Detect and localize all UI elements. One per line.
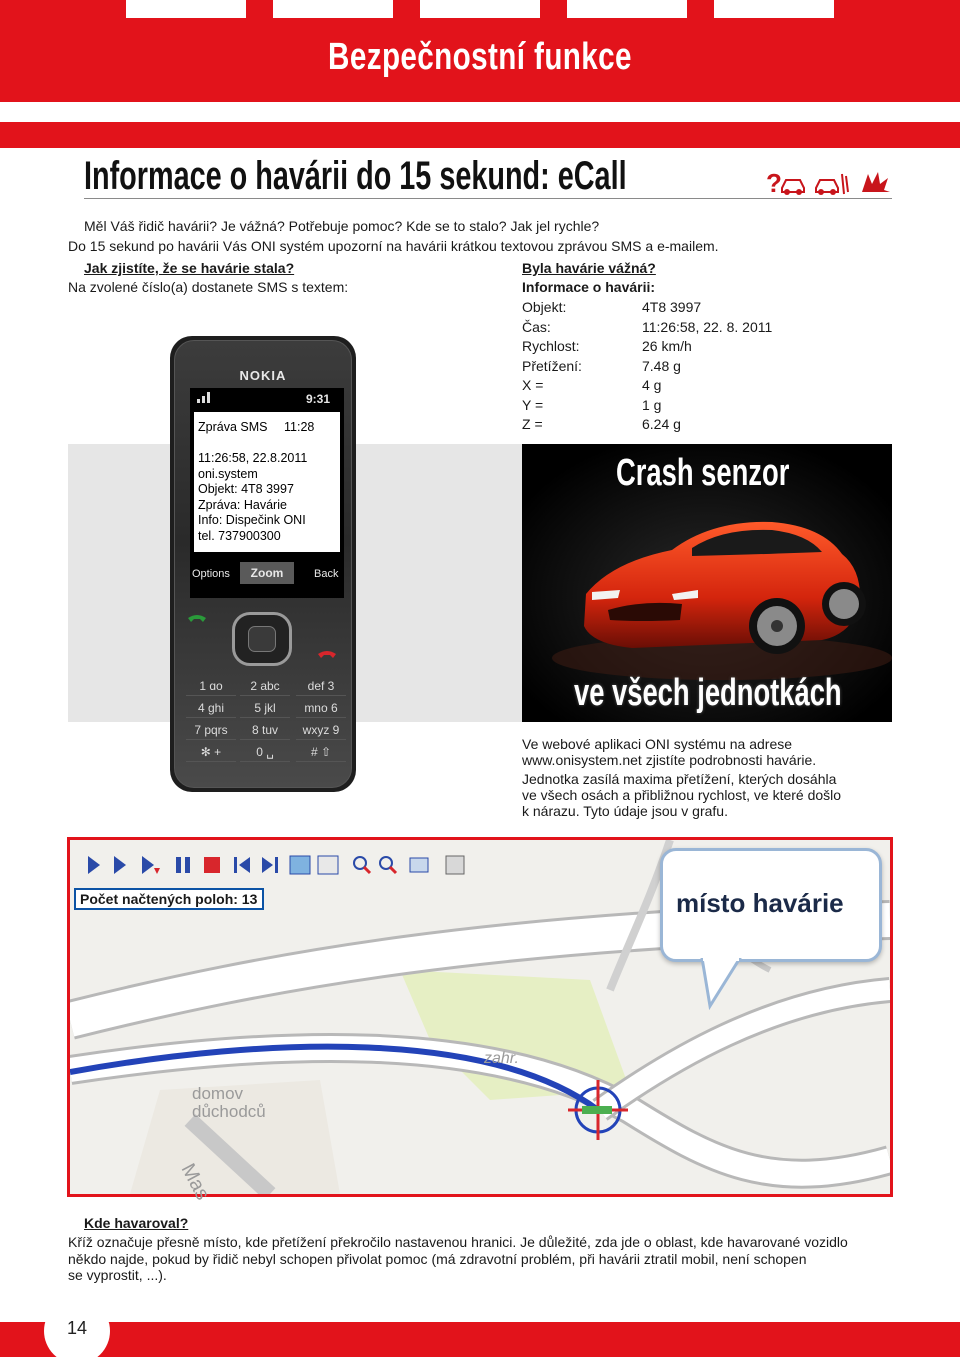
question-car-icon	[766, 168, 804, 196]
header-tab	[273, 0, 393, 18]
car-title: Crash senzor	[616, 452, 790, 494]
map-label-zahr: zahr.	[484, 1050, 519, 1067]
positions-count: Počet načtených poloh: 13	[74, 888, 264, 910]
callout-tail	[700, 958, 750, 1010]
info-row-value: 11:26:58, 22. 8. 2011	[642, 318, 773, 335]
header-sub-band	[0, 122, 960, 148]
info-row-label: X =	[522, 377, 544, 393]
keypad-key[interactable]: 1 ɑo	[186, 676, 236, 696]
zoom-out-icon	[380, 857, 396, 873]
intro-line-1: Měl Váš řidič havárii? Je vážná? Potřebuje pomoc? Kde se to stalo? Jak jel rychle?	[84, 218, 600, 234]
crash-icons	[764, 168, 894, 196]
bottom-line-3: se vyprostit, ...).	[68, 1267, 167, 1283]
web-text-line-2: www.onisystem.net zjistíte podrobnosti havárie.	[522, 752, 817, 768]
signal-icon	[196, 390, 212, 404]
keypad-key[interactable]: ✻ +	[186, 742, 236, 762]
header-tab	[567, 0, 687, 18]
sms-line: Info: Dispečink ONI	[198, 513, 306, 527]
info-row-label: Y =	[522, 396, 544, 413]
step-icon	[142, 856, 160, 874]
right-question: Byla havárie vážná?	[522, 260, 656, 276]
map-label-duchodcu: důchodců	[192, 1102, 266, 1121]
bottom-question: Kde havaroval?	[84, 1215, 189, 1231]
keypad-key[interactable]: # ⇧	[296, 742, 346, 762]
navigation-select-key[interactable]	[248, 626, 276, 652]
bottom-line-1: Kříž označuje přesně místo, kde přetížení překročilo nastavenou hranici. Je důležité, zda jde o oblast, kde havarované vozidlo	[68, 1234, 848, 1250]
sms-line: tel. 737900300	[198, 528, 281, 543]
svg-text:?: ?	[766, 168, 782, 196]
web-text-line-3: Jednotka zasílá maxima přetížení, kterých dosáhla	[522, 771, 837, 787]
next-icon	[114, 856, 126, 874]
softkey-zoom[interactable]: Zoom	[240, 562, 294, 584]
print-icon	[446, 856, 464, 874]
car-impact-icon	[816, 174, 848, 195]
crash-burst-icon	[862, 172, 890, 192]
intro-line-2: Do 15 sekund po havárii Vás ONI systém upozorní na havárii krátkou textovou zprávou SMS a e-mailem.	[68, 238, 719, 254]
info-row-label: Objekt:	[522, 299, 567, 315]
info-row-value: 4T8 3997	[642, 299, 702, 315]
info-row-value: 1 g	[642, 396, 662, 413]
keypad-key[interactable]: 2 abc	[240, 676, 290, 696]
end-call-icon[interactable]	[316, 648, 338, 662]
info-row-value: 6.24 g	[642, 416, 681, 432]
keypad-key[interactable]: 8 tuv	[240, 720, 290, 740]
keypad-key[interactable]: mno 6	[296, 698, 346, 718]
sms-line: oni.system	[198, 466, 258, 481]
car-subtitle: ve všech jednotkách	[574, 672, 842, 714]
info-row-value: 7.48 g	[642, 357, 681, 374]
header-tab	[714, 0, 834, 18]
softkeys	[190, 560, 344, 588]
footer-band	[0, 1322, 960, 1357]
keypad-key[interactable]: 5 jkl	[240, 698, 290, 718]
table-view-icon	[318, 856, 338, 874]
keypad-key[interactable]: 0 ␣	[240, 742, 290, 762]
keypad-key[interactable]: def 3	[296, 676, 346, 696]
keypad-key[interactable]: 7 pqrs	[186, 720, 236, 740]
bottom-line-2: někdo najde, pokud by řidič nebyl schopen přivolat pomoc (má zdravotní problém, při havárii ztratil mobil, není schopen	[68, 1251, 807, 1267]
softkey-back[interactable]: Back	[314, 568, 339, 580]
info-row-label: Přetížení:	[522, 357, 582, 374]
info-row-value: 4 g	[642, 377, 662, 393]
status-time: 9:31	[306, 392, 331, 406]
sms-line: Objekt: 4T8 3997	[198, 482, 294, 496]
title-divider	[84, 198, 892, 199]
settings-icon	[410, 858, 428, 872]
web-text-line-1: Ve webové aplikaci ONI systému na adrese	[522, 736, 793, 752]
map-label-street: Mas	[176, 1160, 214, 1204]
keypad-key[interactable]: wxyz 9	[296, 720, 346, 740]
sms-line: Zpráva: Havárie	[198, 497, 287, 512]
info-row-label: Rychlost:	[522, 338, 580, 354]
page-number: 14	[66, 1318, 88, 1338]
keypad-key[interactable]: 4 ghi	[186, 698, 236, 718]
info-row-label: Z =	[522, 416, 543, 432]
header-title: Bezpečnostní funkce	[328, 36, 632, 78]
sms-intro: Na zvolené číslo(a) dostanete SMS s textem:	[68, 279, 349, 295]
left-question: Jak zjistíte, že se havárie stala?	[84, 260, 295, 276]
map-label-domov: domov	[192, 1084, 244, 1103]
phone-brand: NOKIA	[239, 368, 287, 383]
pause-icon	[176, 857, 190, 873]
info-row-value: 26 km/h	[642, 338, 692, 354]
info-title: Informace o havárii:	[522, 279, 656, 295]
web-text-line-4: ve všech osách a přibližnou rychlost, ve které došlo	[522, 787, 842, 803]
stop-icon	[204, 857, 220, 873]
call-icon[interactable]	[186, 612, 208, 626]
softkey-options[interactable]: Options	[192, 568, 230, 580]
sms-header: Zpráva SMS	[198, 420, 268, 434]
play-icon	[88, 856, 100, 874]
map-view-icon	[290, 856, 310, 874]
crash-callout-text: místo havárie	[676, 888, 844, 918]
zoom-in-icon	[354, 857, 370, 873]
map-toolbar	[84, 852, 474, 878]
info-row-label: Čas:	[522, 318, 551, 335]
header-tab	[420, 0, 540, 18]
page-title: Informace o havárii do 15 sekund: eCall	[84, 154, 627, 198]
sms-line: 11:26:58, 22.8.2011	[198, 451, 308, 465]
rewind-icon	[234, 857, 250, 873]
sms-header-time: 11:28	[284, 420, 315, 434]
web-text-line-5: k nárazu. Tyto údaje jsou v grafu.	[522, 803, 728, 819]
header-tab	[126, 0, 246, 18]
forward-icon	[262, 857, 278, 873]
